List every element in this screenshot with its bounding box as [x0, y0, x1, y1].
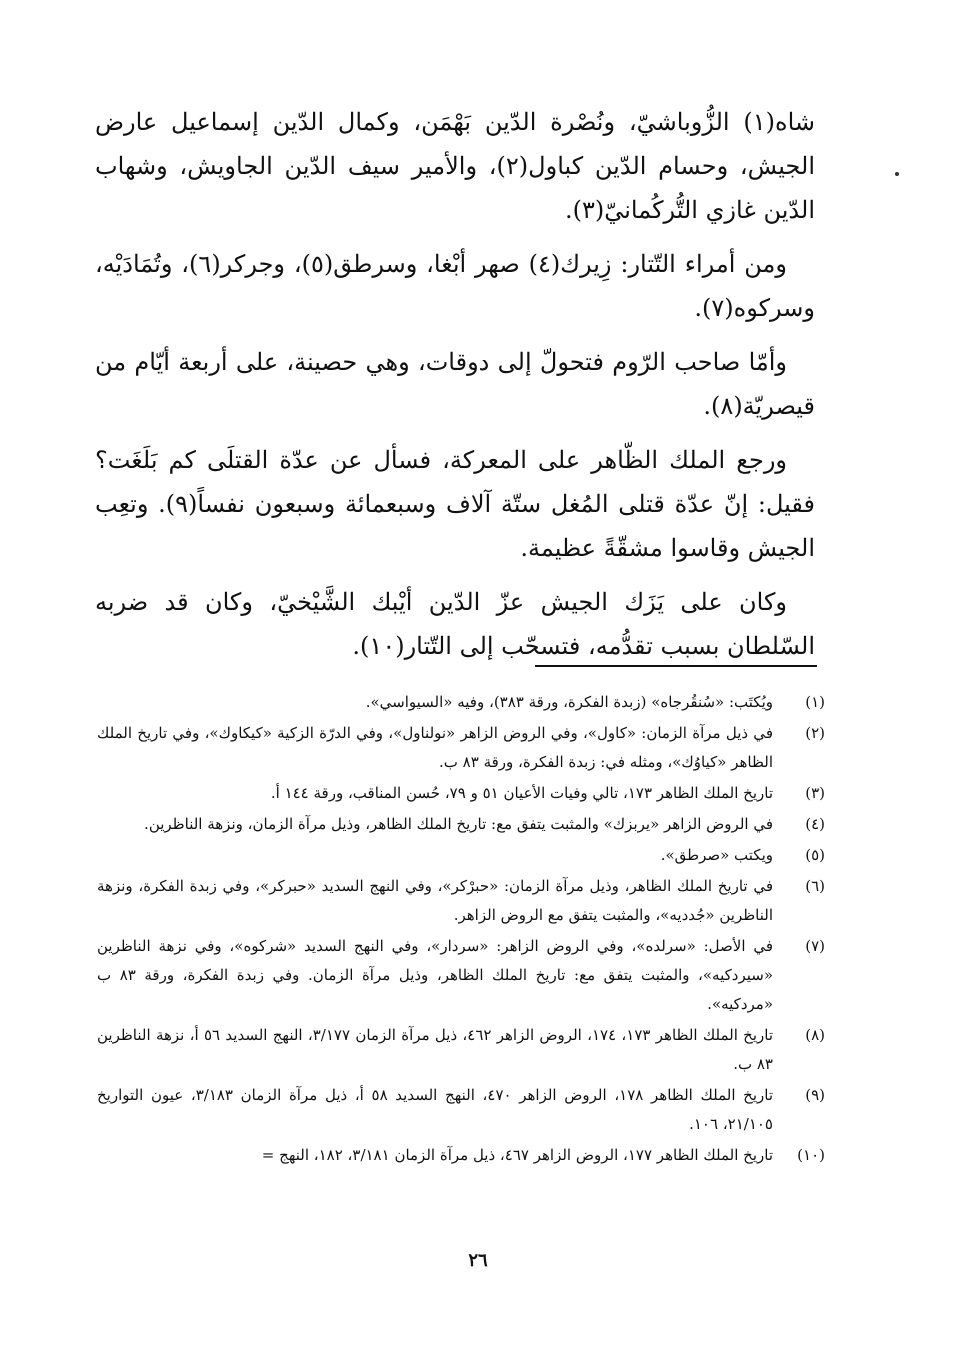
- footnote-number: (١٠): [797, 1146, 825, 1164]
- footnote-divider: [535, 665, 817, 667]
- page-number: ٢٦: [468, 1250, 488, 1271]
- footnote-number: (٨): [805, 1026, 825, 1044]
- footnote-text: في الروض الزاهر «يربزك» والمثبت يتفق مع: تاريخ الملك الظاهر، وذيل مرآة الزمان، ونزهة الناظرين.: [144, 815, 773, 833]
- margin-dot: [895, 172, 899, 176]
- footnote-number: (٢): [805, 724, 825, 742]
- footnote-number: (٣): [805, 784, 825, 802]
- footnote: [97, 688, 825, 717]
- footnote-text: تاريخ الملك الظاهر ١٧٨، الروض الزاهر ٤٧٠، النهج السديد ٥٨ أ، ذيل مرآة الزمان ٣/١٨٣، عيون التواريخ ٢١/١٠٥، ١٠٦.: [97, 1086, 774, 1133]
- footnote-text: ويُكتَب: «سُنقُرجاه» (زبدة الفكرة، ورقة ٣٨٣)، وفيه «السيواسي».: [365, 693, 773, 711]
- footnote-text: في الأصل: «سرلده»، وفي الروض الزاهر: «سردار»، وفي النهج السديد «شركوه»، وفي نزهة الناظرين «سيردكيه»، والمثبت يتفق مع: تاريخ الملك الظاهر، وذيل مرآة الزمان. وفي زبدة الفكرة، ورقة ٨٣ ب «مردكيه».: [97, 937, 773, 1013]
- footnote-number: (٧): [805, 937, 825, 955]
- paragraph-4: ورجع الملك الظّاهر على المعركة، فسأل عن عدّة القتلَى كم بَلَغَت؟ فقيل: إنّ عدّة قتلى المُغل ستّة آلاف وسبعمائة وسبعون نفساً(٩). وتعِب الجيش وقاسوا مشقّةً عظيمة.: [95, 446, 815, 562]
- footnote-text: ويكتب «صرطق».: [660, 846, 773, 864]
- footnote: [97, 872, 825, 930]
- paragraph-2: ومن أمراء التّتار: زِيرك(٤) صهر أبْغا، وسرطق(٥)، وجركر(٦)، وتُمَادَيْه، وسركوه(٧).: [95, 250, 815, 322]
- footnote-number: (٦): [805, 877, 825, 895]
- footnote: [97, 932, 825, 1019]
- footnotes: [97, 688, 825, 1172]
- footnote: [97, 779, 825, 808]
- footnote-text: في ذيل مرآة الزمان: «كاول»، وفي الروض الزاهر «نولناول»، وفي الدرّة الزكية «كيكاوك»، وفي تاريخ الملك الظاهر «كياوُك»، ومثله في: زبدة الفكرة، ورقة ٨٣ ب.: [97, 724, 773, 771]
- paragraph-3: وأمّا صاحب الرّوم فتحولّ إلى دوقات، وهي حصينة، على أربعة أيّام من قيصريّة(٨).: [95, 348, 815, 420]
- footnote-text: تاريخ الملك الظاهر ١٧٣، ١٧٤، الروض الزاهر ٤٦٢، ذيل مرآة الزمان ٣/١٧٧، النهج السديد ٥٦ أ، نزهة الناظرين ٨٣ ب.: [97, 1026, 774, 1073]
- footnote-text: في تاريخ الملك الظاهر، وذيل مرآة الزمان: «حبرْكر»، وفي النهج السديد «حبركر»، وفي زبدة الفكرة، ونزهة الناظرين «جُدديه»، والمثبت يتفق مع الروض الزاهر.: [97, 877, 773, 924]
- footnote: [97, 719, 825, 777]
- footnote-number: (٥): [805, 846, 825, 864]
- footnote-text: تاريخ الملك الظاهر ١٧٧، الروض الزاهر ٤٦٧، ذيل مرآة الزمان ٣/١٨١، ١٨٢، النهج =: [261, 1146, 773, 1164]
- footnote-number: (١): [805, 693, 825, 711]
- footnote: [97, 1141, 825, 1170]
- footnote: [97, 1081, 825, 1139]
- footnote: [97, 841, 825, 870]
- footnote-text: تاريخ الملك الظاهر ١٧٣، تالي وفيات الأعيان ٥١ و ٧٩، حُسن المناقب، ورقة ١٤٤ أ.: [270, 784, 773, 802]
- paragraph-1: شاه(١) الزُّوباشيّ، ونُصْرة الدّين بَهْمَن، وكمال الدّين إسماعيل عارض الجيش، وحسام الدّين كباول(٢)، والأمير سيف الدّين الجاويش، وشهاب الدّين غازي التُّركُمانيّ(٣).: [95, 108, 815, 224]
- main-text: [95, 100, 815, 678]
- footnote-number: (٩): [805, 1086, 825, 1104]
- paragraph-5: وكان على يَزَك الجيش عزّ الدّين أيْبك الشَّيْخيّ، وكان قد ضربه السّلطان بسبب تقدُّمه، فتسحّب إلى التّتار(١٠).: [95, 588, 815, 660]
- footnote: [97, 1021, 825, 1079]
- footnote-number: (٤): [805, 815, 825, 833]
- footnote: [97, 810, 825, 839]
